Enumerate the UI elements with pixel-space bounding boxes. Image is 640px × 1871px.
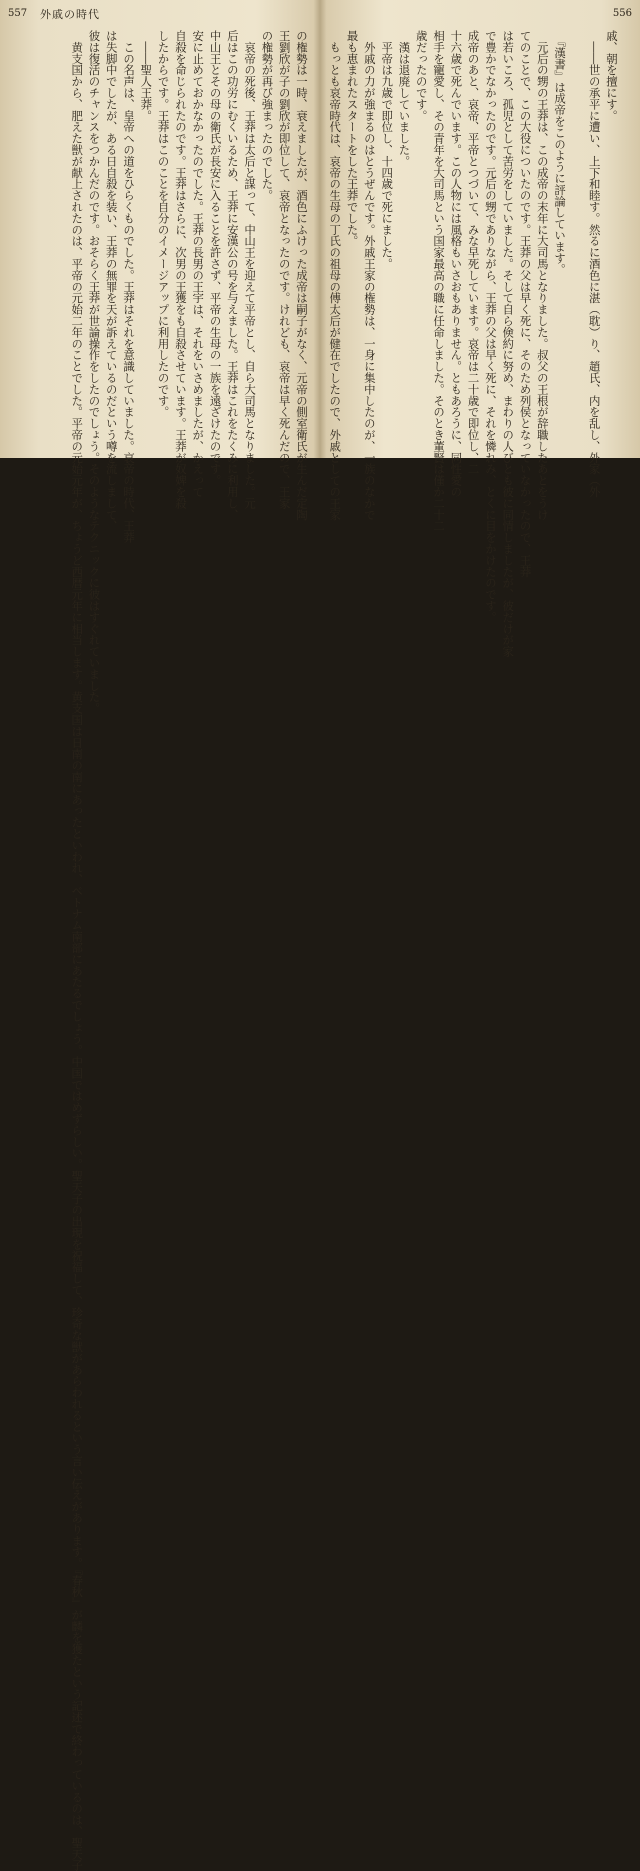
right-page-body-text: 戚、朝を擅にす。 ――世の承平に遭い、上下和睦す。然るに酒色に湛（耽）り、趙氏、内を乱し、外家（外 『漢書』は成帝をこのように評論しています。 元后の甥の王莽は、この成帝の末年に大司馬となりました。叔父の王根が辞職したあとをうけ てのことで、この大役についたのです。王莽の父は早く死に、そのため列侯となっていなかったので、王莽 は若いころ、孤児として苦労をしていました。そして自ら倹約に努め、まわりの人びとも彼に同情しましたが、彼だけが家 で豊かでなかったのです。元后の甥でありながら、王莽の父は早く死に、それを憐れみ、とくに目をかけたのです。 成帝のあと、哀帝、平帝とつづいて、みな早死しています。哀帝は二十歳で即位し、二 十六歳で死んでいます。この人物には風格もいさおもありません。ともあろうに、同性愛の 相手を寵愛し、その青年を大司馬という国家最高の職に任命しました。そのとき董賢は僅か二十二 歳だったのです。 漢は退廃していました。 平帝は九歳で即位し、十四歳で死にました。 外戚の力が強まるのはとうぜんです。外戚王家の権勢は、一身に集中したのが、一族のなかで 最も恵まれたスタートをした王莽でした。 もっとも哀帝時代は、哀帝の生母の丁氏の祖母の傅太后が健在でしたので、外戚としての王家 [328, 30, 619, 657]
right-page [320, 0, 640, 657]
page-number-left: 557 [8, 8, 28, 19]
running-head: 外戚の時代 [40, 8, 100, 21]
page-number-right: 556 [612, 8, 632, 19]
left-page-body-text: の権勢は一時、衰えましたが、酒色にふけった成帝は嗣子がなく、元帝の側室衛氏が生んだ定陶 王劉欣が子の劉欣が即位して、哀帝となったのです。けれども、哀帝は早く死んだので、王家 の権勢が再び強まったのでした。 哀帝の死後、王莽は太后と謀って、中山王を迎えて平帝とし、自ら大司馬となりました。元 后はこの功労にむくいるため、王莽に安漢公の号を与えました。王莽はこれをたくみに利用し、 中山王とその母の衛氏が長安に入ることを許さず、平帝の生母の一族を遠ざけたのです。 安に止めておかなかったのでした。王莽の長男の王宇は、それをいさめましたが、かえって 自殺を命じられたのです。王莽はさらに、次男の王獲をも自殺させています。王莽が奴婢を殺 したからです。王莽はこのことを自分のイメージアップに利用したのです。 ――聖人王莽。 この名声は、皇帝への道をひらくものでした。王莽はそれを意識していました。哀帝の時代、王莽 は失脚中でしたが、ある日自殺を装い、王莽の無罪を天が訴えているのだという噂を流しまして、 彼は復活のチャンスをつかんだのです。おそらく王莽が世論操作をしたのでしょう。そのようなテクニックに彼はすぐれていました。 黄支国から、肥えた獣が献上されたのは、平帝の元始二年のことでした。平帝の元始元年が、ちょうど西暦元年に相当します。黄支国は日南の南にあったといわれ、ベトナム南部にあたるでしょう。中国ではめずらしい。聖天子の出現を祝福して、珍奇な獣があらわれるという言い伝えがあります。『春秋』が麟を獲たという記述で終わっているのは、聖天子 [70, 30, 309, 1871]
